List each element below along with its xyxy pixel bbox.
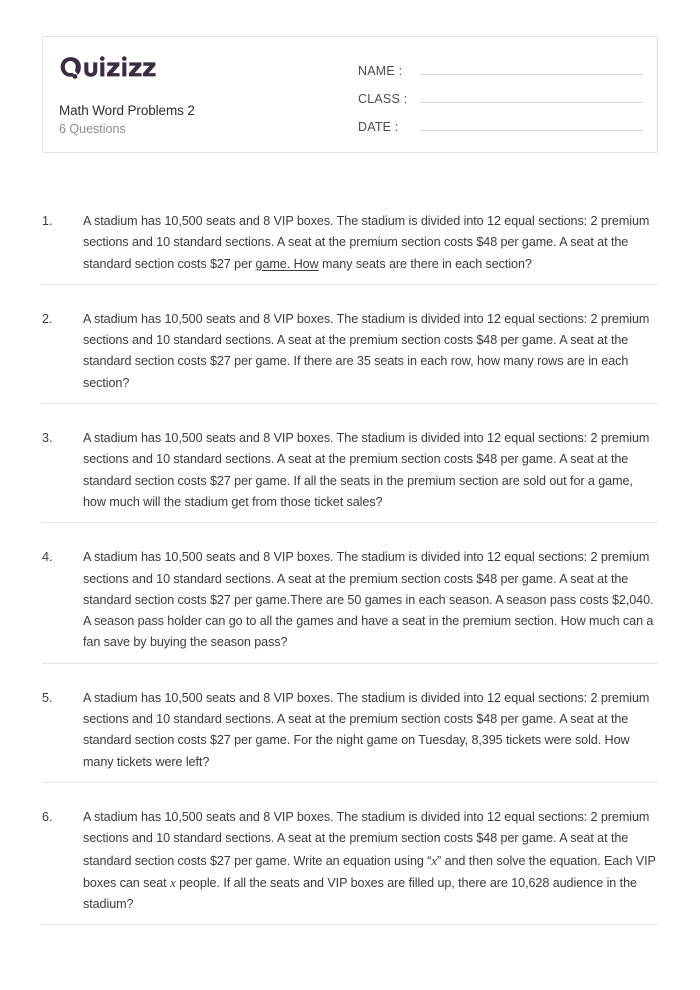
question-number: 3. xyxy=(42,431,53,446)
question-number: 2. xyxy=(42,311,53,326)
math-variable: x xyxy=(431,852,438,868)
quizizz-logo-icon xyxy=(59,56,163,80)
question-item xyxy=(42,211,658,285)
question-item xyxy=(42,547,658,663)
header-brand-section xyxy=(43,37,358,152)
question-text-segment: many seats are there in each section? xyxy=(318,256,532,271)
student-info-fields xyxy=(358,37,657,152)
question-underlined-text: game. How xyxy=(255,256,319,271)
class-field-label: CLASS : xyxy=(358,92,408,106)
name-field-row xyxy=(358,61,643,78)
question-number: 5. xyxy=(42,690,53,705)
worksheet-title: Math Word Problems 2 xyxy=(59,103,195,118)
question-text-segment: A stadium has 10,500 seats and 8 VIP boxes. The stadium is divided into 12 equal sections: 2 premium sections and 10 standard sections. A seat at the premium section costs $48 per game. A seat at the standard section costs $27 per game. If all the seats in the premium section are sold out for a game, how much will the stadium get from those ticket sales? xyxy=(83,431,650,509)
question-text xyxy=(83,428,658,513)
question-text-segment: A stadium has 10,500 seats and 8 VIP boxes. The stadium is divided into 12 equal sections: 2 premium sections and 10 standard sections. A seat at the premium section costs $48 per game. A seat at the standard section costs $27 per game.There are 50 games in each season. A season pass costs $2,040. A season pass holder can go to all the games and have a seat in the premium section. How much can a fan save by buying the season pass? xyxy=(83,550,654,650)
question-number: 4. xyxy=(42,550,53,565)
worksheet-question-count: 6 Questions xyxy=(59,122,126,136)
quizizz-logo xyxy=(59,53,358,83)
question-item xyxy=(42,688,658,783)
question-text-segment: A stadium has 10,500 seats and 8 VIP boxes. The stadium is divided into 12 equal sections: 2 premium sections and 10 standard sections. A seat at the premium section costs $48 per game. A seat at the standard section costs $27 per xyxy=(83,214,650,271)
question-item xyxy=(42,428,658,523)
question-number: 1. xyxy=(42,214,53,228)
header-title-block xyxy=(59,102,358,152)
question-text-segment: A stadium has 10,500 seats and 8 VIP boxes. The stadium is divided into 12 equal sections: 2 premium sections and 10 standard sections. A seat at the premium section costs $48 per game. A seat at the standard section costs $27 per game. For the night game on Tuesday, 8,395 tickets were sold. How many tickets were left? xyxy=(83,690,650,769)
question-text xyxy=(83,547,658,653)
question-text xyxy=(83,807,658,915)
worksheet-header-card xyxy=(42,36,658,153)
question-text xyxy=(83,211,658,275)
math-variable: x xyxy=(170,874,176,890)
date-field-input[interactable] xyxy=(420,117,643,131)
question-text xyxy=(83,688,658,773)
questions-list xyxy=(42,211,658,925)
question-text-segment: ” and then solve the equation. Each VIP boxes can seat xyxy=(83,853,656,890)
question-item xyxy=(42,309,658,404)
question-number: 6. xyxy=(42,809,53,824)
question-text-segment: A stadium has 10,500 seats and 8 VIP boxes. The stadium is divided into 12 equal sections: 2 premium sections and 10 standard sections. A seat at the premium section costs $48 per game. A seat at the standard section costs $27 per game. If there are 35 seats in each row, how many rows are in each section? xyxy=(83,311,650,390)
question-item xyxy=(42,807,658,925)
question-text-segment: people. If all the seats and VIP boxes are filled up, there are 10,628 audience in the stadium? xyxy=(83,875,637,912)
question-text xyxy=(83,309,658,394)
name-field-label: NAME : xyxy=(358,64,403,78)
name-field-input[interactable] xyxy=(420,61,643,75)
date-field-label: DATE : xyxy=(358,120,399,134)
class-field-input[interactable] xyxy=(420,89,643,103)
class-field-row xyxy=(358,89,643,106)
question-text-segment: A stadium has 10,500 seats and 8 VIP boxes. The stadium is divided into 12 equal sections: 2 premium sections and 10 standard sections. A seat at the premium section costs $48 per game. A seat at the standard section costs $27 per game. Write an equation using “ xyxy=(83,809,650,868)
date-field-row xyxy=(358,117,643,134)
